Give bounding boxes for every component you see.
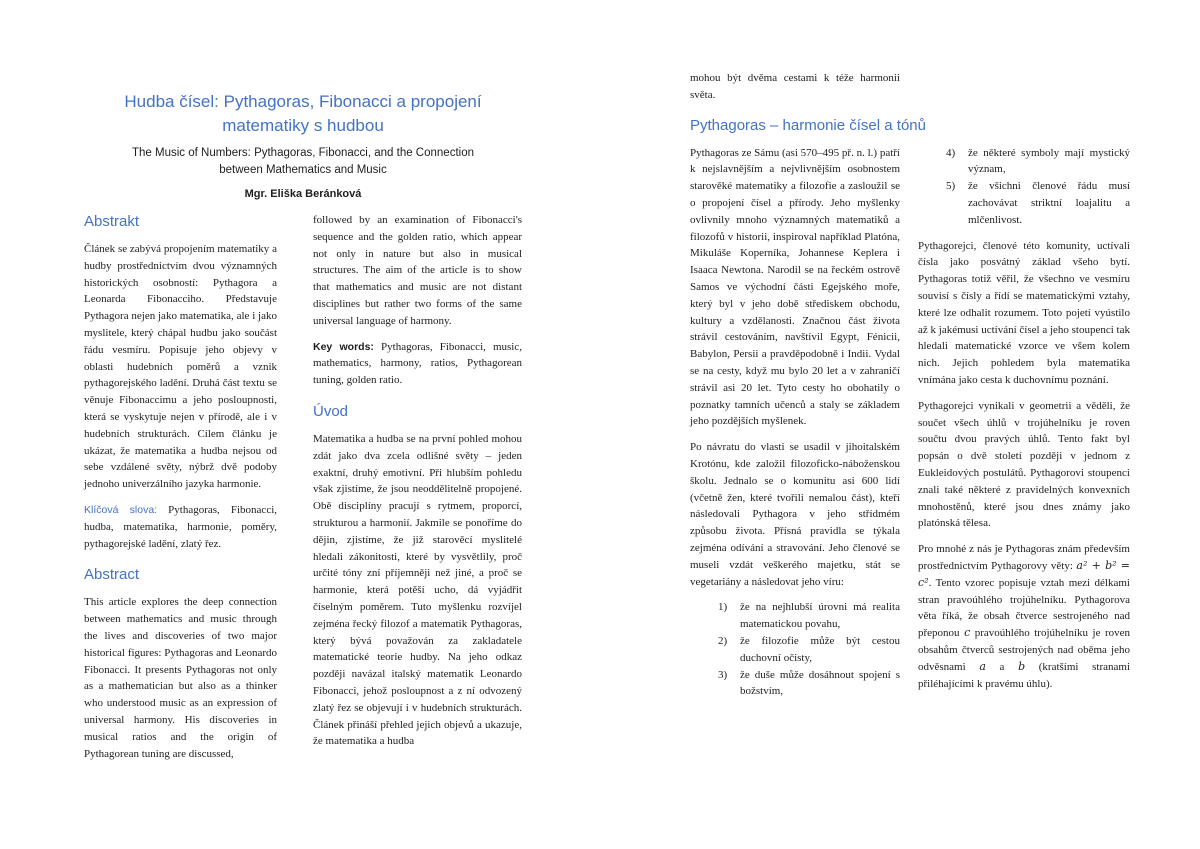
left-page-column-1	[84, 212, 277, 762]
list-item-3	[690, 667, 900, 701]
author-name: Mgr. Eliška Beránková	[244, 188, 362, 200]
paragraph-abstract-part-1: This article explores the deep connection between mathematics and music through the lives and discoveries of two major historical figures: Pythagoras and Leonardo Fibonacci. It presents Pythagoras not only as a mathematician but also as a thinker who understood music as an expression of universal harmony. His discoveries in musical ratios and the origin of Pythagorean tuning are discussed,	[84, 596, 277, 760]
list-item-text: že filozofie může být cestou duchovní očisty,	[740, 634, 900, 664]
right-page-intro-column	[690, 70, 900, 104]
right-page-column-2	[918, 145, 1130, 701]
paragraph-abstrakt: Článek se zabývá propojením matematiky a hudby prostřednictvím dvou významných historických osobností: Pythagora a Leonarda Fibonacciho. Představuje Pythagora nejen jako matematika, ale i jako myslitele, který chápal hudbu jako součást řádu vesmíru. Popisuje jeho objevy v oblasti hudebních poměrů a vznik pythagorejského ladění. Druhá část textu se věnuje Fibonaccimu a jeho posloupnosti, která se vyskytuje nejen v přírodě, ale i v hudebních strukturách. Cílem článku je ukázat, že matematika a hudba nejsou od sebe vzdálené světy, nýbrž dvě podoby jednoho univerzálního jazyka harmonie.	[84, 243, 277, 491]
list-item-number: 1)	[718, 601, 728, 614]
page-right	[600, 0, 1200, 849]
paragraph-uvod: Matematika a hudba se na první pohled mohou zdát jako dva zcela odlišné světy – jeden exaktní, druhý emotivní. Při hlubším pohledu však zjistíme, že jsou neoddělitelně propojené. Obě disciplíny pracují s rytmem, proporcí, strukturou a harmonií. Jakmile se ponoříme do dějin, zjistíme, že již starověcí myslitelé hledali zákonitosti, které by vysvětlily, proč určité tóny zní příjemněji než jiné, a proč se harmonie, která potěší ucho, dá vyjádřit číselným poměrem. Tuto myšlenku rozvíjel zejména řecký filozof a matematik Pythagoras, který bývá považován za zakladatele matematické teorie hudby. Na jeho odkaz později navázal italský matematik Leonardo Fibonacci, jehož posloupnost a z ní odvozený zlatý řez se objevují i v hudebních strukturách. Článek přináší přehled jejich objevů a ukazuje, že matematika a hudba	[313, 432, 522, 748]
list-item-number: 3)	[718, 668, 728, 681]
keywords-czech: Klíčová slova: Pythagoras, Fibonacci, hudba, matematika, harmonie, poměry, pythagorejské ladění, zlatý řez.	[84, 503, 278, 550]
paragraph-pythagoras-school: Po návratu do vlasti se usadil v jihoitalském Krotónu, kde založil filozoficko-náboženskou školu. Jednalo se o komunitu asi 600 lidí (včetně žen, které tvořili nemalou část), kteří následovali Pythagora v jeho střídmém způsobu života. Přísná pravidla se týkala zejména odívání a stravování. Jeho členové se museli vzdát veškerého majetku, stát se vegetariány a následovat jeho víru:	[690, 441, 900, 588]
keywords-english: Key words: Pythagoras, Fibonacci, music, mathematics, harmony, ratios, Pythagorean tuning, golden ratio.	[313, 340, 522, 387]
list-item-5	[918, 178, 1130, 228]
page-title: Hudba čísel: Pythagoras, Fibonacci a propojení matematiky s hudbou	[124, 92, 482, 135]
heading-abstract: Abstract	[84, 566, 140, 584]
list-item-2	[690, 633, 900, 667]
list-item-1	[690, 599, 900, 633]
heading-abstrakt: Abstrakt	[84, 213, 140, 230]
paragraph-pythagoreans-numbers: Pythagorejci, členové této komunity, uctívali čísla jako posvátný základ všeho bytí. Pythagoras totiž věřil, že všechno ve vesmíru souvisí s čísly a řídí se matematickými vztahy, které lze odhalit rozumem. Toto pojetí vyústilo až k jakémusi uctívání čísel a jeho stoupenci tak hledali matematické vzorce ve všem kolem nich. Jejich pohledem byla matematika vnímána jako cesta k duchovnímu poznání.	[918, 239, 1130, 386]
heading-uvod: Úvod	[313, 402, 349, 420]
list-item-text: že všichni členové řádu musí zachovávat striktní loajalitu a mlčenlivost.	[968, 180, 1130, 226]
list-item-text: že některé symboly mají mystický význam,	[968, 146, 1130, 176]
left-page-column-2	[313, 212, 522, 762]
paragraph-pythagoras-origin: Pythagoras ze Sámu (asi 570–495 př. n. l.) patří k nejslavnějším a nejvlivnějším osobnostem starověké matematiky a filozofie a zasloužil se o propojení čísel a přírody. Jeho myšlenky ovlivnily mnoho významných matematiků a filozofů v historii, inspiroval například Platóna, Mikuláše Koperníka, Johannese Keplera i Isaaca Newtona. Narodil se na řeckém ostrově Samos ve východní části Egejského moře, který byl v jeho době střediskem obchodu, kultury a vzdělanosti. Značnou část života strávil cestováním, navštívil Egypt, Fénicii, Babylon, Persii a pravděpodobně i Indii. Vydal se na cesty, když mu bylo 20 let a v zahraničí strávil asi 20 let. Tyto cesty ho obohatily o poznatky tamních učenců a staly se základem jeho pozdějších myšlenek.	[690, 146, 900, 428]
right-page-column-1	[690, 145, 900, 701]
beliefs-list-part-1	[690, 599, 900, 700]
list-item-number: 4)	[946, 146, 956, 159]
list-item-number: 2)	[718, 634, 728, 647]
paragraph-abstract-part-2: followed by an examination of Fibonacci's sequence and the golden ratio, which appear not only in nature but also in musical structures. The aim of the article is to show that mathematics and music are not distant disciplines but rather two forms of the same universal language of harmony.	[313, 214, 522, 327]
paragraph-pythagoreans-geometry: Pythagorejci vynikali v geometrii a věděli, že součet všech úhlů v trojúhelníku je roven součtu dvou pravých úhlů. Tento fakt byl popsán o dvě století později v jednom z Eukleidových postulátů. Pythagorovi stoupenci znali také některé z pravidelných konvexních mnohostěnů, které jsou dnes známy jako platónská tělesa.	[918, 399, 1130, 530]
paragraph-pythagorean-theorem: Pro mnohé z nás je Pythagoras znám především prostřednictvím Pythagorovy věty: a² + b² = c². Tento vzorec popisuje vztah mezi délkami stran pravoúhlého trojúhelníku. Pythagorova věta říká, že obsah čtverce sestrojeného nad přeponou c pravoúhlého trojúhelníku je roven obsahům čtverců sestrojených nad oběma jeho odvěsnami a a b (kratšími stranami přiléhajícími k pravému úhlu).	[918, 543, 1130, 690]
page-subtitle: The Music of Numbers: Pythagoras, Fibonacci, and the Connection between Mathematics and Music	[132, 147, 474, 176]
list-item-text: že duše může dosáhnout spojení s božstvím,	[740, 668, 900, 698]
list-item-number: 5)	[946, 180, 956, 193]
list-item-text: že na nejhlubší úrovni má realita matematickou povahu,	[740, 601, 900, 631]
heading-pythagoras: Pythagoras – harmonie čísel a tónů	[690, 116, 926, 134]
beliefs-list-part-2	[918, 145, 1130, 229]
paragraph-continuation: mohou být dvěma cestami k téže harmonii světa.	[690, 72, 900, 101]
list-item-4	[918, 145, 1130, 179]
